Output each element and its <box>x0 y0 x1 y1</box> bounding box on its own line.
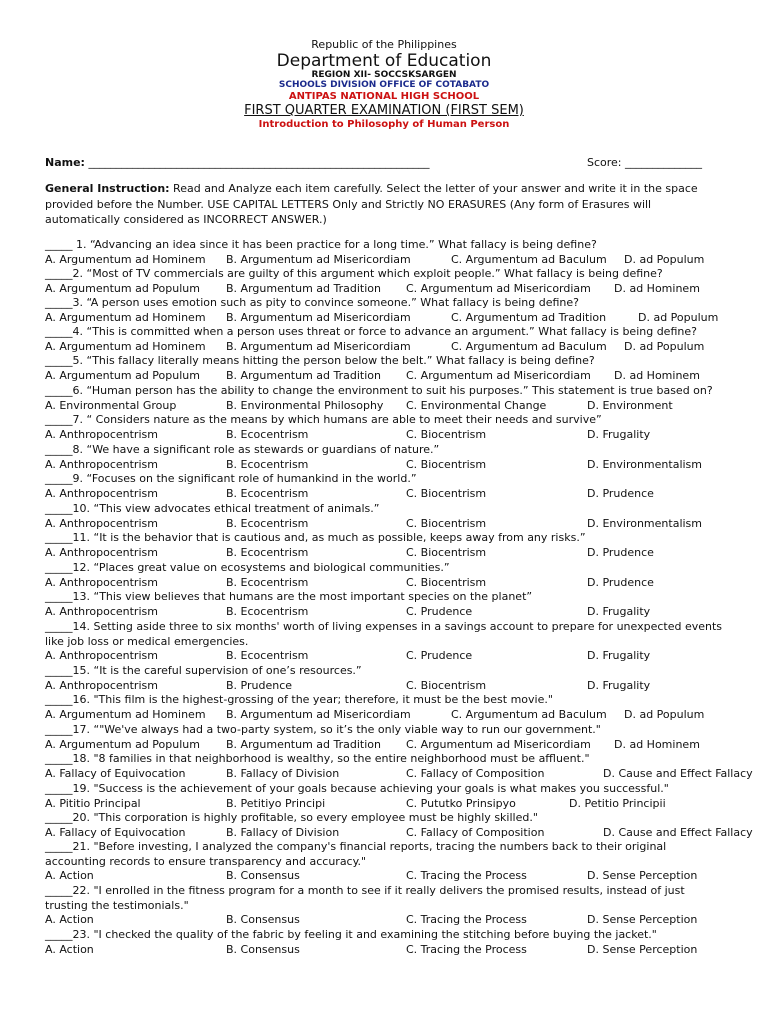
answer-options <box>45 576 760 591</box>
option-a: A. Argumentum ad Populum <box>45 368 200 382</box>
exam-title: FIRST QUARTER EXAMINATION (FIRST SEM) <box>244 103 524 118</box>
question-text: _____2. “Most of TV commercials are guilty of this argument which exploit people.” What fallacy is being define? <box>45 267 663 280</box>
option-a: A. Argumentum ad Hominem <box>45 707 206 721</box>
option-d: D. ad Populum <box>624 707 705 721</box>
option-a: A. Anthropocentrism <box>45 649 158 662</box>
question-text: _____5. “This fallacy literally means hitting the person below the belt.” What fallacy is being define? <box>45 354 595 367</box>
answer-options <box>45 913 760 928</box>
option-c: C. Environmental Change <box>406 398 547 412</box>
question-text: _____11. “It is the behavior that is cautious and, as much as possible, keeps away from any risks.” <box>45 531 586 544</box>
question-text: _____18. "8 families in that neighborhood is wealthy, so the entire neighborhood must be affluent." <box>45 752 590 765</box>
answer-options <box>45 369 760 384</box>
division-line: SCHOOLS DIVISION OFFICE OF COTABATO <box>278 80 490 90</box>
question-text: _____7. “ Considers nature as the means by which humans are able to meet their needs and survive” <box>45 413 602 426</box>
option-c: C. Argumentum ad Baculum <box>451 707 607 721</box>
option-d: D. ad Populum <box>624 252 705 266</box>
question-text: _____6. “Human person has the ability to change the environment to suit his purposes.” This statement is true based on? <box>45 384 713 397</box>
republic-line: Republic of the Philippines <box>311 38 457 51</box>
question-text: _____16. "This film is the highest-grossing of the year; therefore, it must be the best movie." <box>45 693 553 706</box>
option-a: A. Anthropocentrism <box>45 604 158 618</box>
option-c: C. Argumentum ad Baculum <box>451 339 607 353</box>
option-d: D. Cause and Effect Fallacy <box>603 825 753 839</box>
option-c: C. Tracing the Process <box>406 942 527 956</box>
answer-options <box>45 458 760 473</box>
option-b: B. Ecocentrism <box>226 575 309 589</box>
subject-title: Introduction to Philosophy of Human Person <box>258 119 510 130</box>
option-a: A. Anthropocentrism <box>45 457 158 471</box>
option-b: B. Consensus <box>226 913 300 926</box>
answer-options <box>45 708 760 723</box>
question-text: _____20. "This corporation is highly profitable, so every employee must be highly skilled." <box>45 811 538 824</box>
option-a: A. Anthropocentrism <box>45 486 158 500</box>
answer-options <box>45 797 760 812</box>
option-c: C. Argumentum ad Baculum <box>451 252 607 266</box>
option-d: D. Environmentalism <box>587 457 703 471</box>
option-b: B. Consensus <box>226 942 300 956</box>
option-c: C. Biocentrism <box>406 575 487 589</box>
question-text: _____17. “"We've always had a two-party system, so it’s the only viable way to run our government." <box>45 723 601 736</box>
option-b: B. Fallacy of Division <box>226 766 340 780</box>
option-b: B. Fallacy of Division <box>226 825 340 839</box>
option-b: B. Ecocentrism <box>226 427 309 441</box>
department-title: Department of Education <box>276 51 492 71</box>
option-a: A. Argumentum ad Hominem <box>45 339 206 353</box>
answer-options <box>45 340 760 355</box>
option-b: B. Argumentum ad Misericordiam <box>226 707 411 721</box>
instruction-text: Read and Analyze each item carefully. Select the letter of your answer and write it in the space provided before the Number. USE CAPITAL LETTERS Only and Strictly NO ERASURES (Any form of Erasures will automatically considered as INCORRECT ANSWER.) <box>45 182 698 227</box>
option-c: C. Fallacy of Composition <box>406 825 545 839</box>
question-text: _____13. “This view believes that humans are the most important species on the planet” <box>45 590 533 603</box>
option-c: C. Biocentrism <box>406 516 487 530</box>
answer-options <box>45 826 760 841</box>
question-text: _____3. “A person uses emotion such as pity to convince someone.” What fallacy is being define? <box>45 296 579 309</box>
option-a: A. Argumentum ad Populum <box>45 737 200 751</box>
question-text: _____12. “Places great value on ecosystems and biological communities.” <box>45 561 450 574</box>
answer-options <box>45 767 760 782</box>
option-b: B. Ecocentrism <box>226 649 309 662</box>
option-d: D. Frugality <box>587 427 651 441</box>
option-c: C. Argumentum ad Misericordiam <box>406 281 591 295</box>
name-blank: ______________________________________________________________ <box>84 156 430 169</box>
option-c: C. Tracing the Process <box>406 913 527 926</box>
name-field[interactable] <box>45 156 429 171</box>
option-b: B. Argumentum ad Misericordiam <box>226 310 411 324</box>
option-d: D. Prudence <box>587 575 654 589</box>
option-b: B. Argumentum ad Tradition <box>226 368 381 382</box>
answer-options <box>45 399 760 414</box>
option-c: C. Argumentum ad Misericordiam <box>406 368 591 382</box>
question-text: _____14. Setting aside three to six months' worth of living expenses in a savings account to prepare for unexpected events like job loss or medical emergencies. <box>45 620 723 648</box>
option-a: A. Action <box>45 942 94 956</box>
option-a: A. Anthropocentrism <box>45 575 158 589</box>
option-d: D. ad Populum <box>624 339 705 353</box>
option-d: D. ad Hominem <box>614 368 700 382</box>
answer-options <box>45 546 760 561</box>
question-text: _____22. "I enrolled in the fitness program for a month to see if it really delivers the promised results, instead of just trusting the testimonials." <box>45 884 685 912</box>
option-b: B. Petitiyo Principi <box>226 796 326 810</box>
answer-options <box>45 649 760 664</box>
option-c: C. Biocentrism <box>406 678 487 692</box>
option-a: A. Anthropocentrism <box>45 516 158 530</box>
option-d: D. ad Hominem <box>614 281 700 295</box>
answer-options <box>45 738 760 753</box>
school-name: ANTIPAS NATIONAL HIGH SCHOOL <box>288 91 480 102</box>
option-c: C. Tracing the Process <box>406 869 527 882</box>
question-text: _____4. “This is committed when a person uses threat or force to advance an argument.” What fallacy is being define? <box>45 325 697 338</box>
option-c: C. Biocentrism <box>406 545 487 559</box>
option-a: A. Argumentum ad Hominem <box>45 252 206 266</box>
name-label: Name: <box>45 156 85 169</box>
option-b: B. Ecocentrism <box>226 486 309 500</box>
option-c: C. Fallacy of Composition <box>406 766 545 780</box>
option-b: B. Ecocentrism <box>226 516 309 530</box>
option-d: D. Sense Perception <box>587 869 698 882</box>
option-b: B. Argumentum ad Misericordiam <box>226 252 411 266</box>
option-c: C. Pututko Prinsipyo <box>406 796 516 810</box>
question-text: _____ 1. “Advancing an idea since it has been practice for a long time.” What fallacy is being define? <box>45 238 597 251</box>
answer-options <box>45 869 760 884</box>
name-score-row <box>45 156 725 171</box>
option-b: B. Prudence <box>226 678 293 692</box>
option-a: A. Anthropocentrism <box>45 427 158 441</box>
option-c: C. Prudence <box>406 604 473 618</box>
option-d: D. Frugality <box>587 678 651 692</box>
answer-options <box>45 253 760 268</box>
question-text: _____8. “We have a significant role as stewards or guardians of nature.” <box>45 443 440 456</box>
answer-options <box>45 517 760 532</box>
option-a: A. Anthropocentrism <box>45 545 158 559</box>
option-a: A. Environmental Group <box>45 398 177 412</box>
option-b: B. Argumentum ad Tradition <box>226 281 381 295</box>
option-a: A. Anthropocentrism <box>45 678 158 692</box>
answer-options <box>45 679 760 694</box>
answer-options <box>45 487 760 502</box>
option-c: C. Biocentrism <box>406 486 487 500</box>
option-d: D. Petitio Principii <box>569 796 666 810</box>
option-c: C. Biocentrism <box>406 427 487 441</box>
option-d: D. ad Populum <box>638 310 719 324</box>
option-b: B. Environmental Philosophy <box>226 398 384 412</box>
general-instruction <box>45 181 725 228</box>
question-text: _____21. "Before investing, I analyzed the company's financial reports, tracing the numbers back to their original accounting records to ensure transparency and accuracy." <box>45 840 667 868</box>
option-a: A. Action <box>45 869 94 882</box>
option-c: C. Biocentrism <box>406 457 487 471</box>
score-field[interactable]: Score: ______________ <box>587 156 703 169</box>
option-c: C. Argumentum ad Misericordiam <box>406 737 591 751</box>
option-d: D. Environmentalism <box>587 516 703 530</box>
option-b: B. Ecocentrism <box>226 457 309 471</box>
option-d: D. Frugality <box>587 604 651 618</box>
option-d: D. Cause and Effect Fallacy <box>603 766 753 780</box>
option-c: C. Argumentum ad Tradition <box>451 310 607 324</box>
option-b: B. Consensus <box>226 869 300 882</box>
answer-options <box>45 943 760 958</box>
answer-options <box>45 311 760 326</box>
option-b: B. Argumentum ad Misericordiam <box>226 339 411 353</box>
question-text: _____15. “It is the careful supervision of one’s resources.” <box>45 664 362 677</box>
option-d: D. Prudence <box>587 486 654 500</box>
option-b: B. Ecocentrism <box>226 545 309 559</box>
answer-options <box>45 428 760 443</box>
option-a: A. Argumentum ad Populum <box>45 281 200 295</box>
answer-options <box>45 605 760 620</box>
option-a: A. Action <box>45 913 94 926</box>
option-d: D. ad Hominem <box>614 737 700 751</box>
answer-options <box>45 282 760 297</box>
option-d: D. Environment <box>587 398 673 412</box>
option-d: D. Sense Perception <box>587 913 698 926</box>
region-line: REGION XII- SOCCSKSARGEN <box>311 70 457 80</box>
option-a: A. Pititio Principal <box>45 796 141 810</box>
question-text: _____19. "Success is the achievement of your goals because achieving your goals is what makes you successful." <box>45 782 669 795</box>
question-text: _____23. "I checked the quality of the fabric by feeling it and examining the stitching before buying the jacket." <box>45 928 657 941</box>
option-b: B. Ecocentrism <box>226 604 309 618</box>
instruction-label: General Instruction: <box>45 182 170 195</box>
option-d: D. Frugality <box>587 649 651 662</box>
option-c: C. Prudence <box>406 649 473 662</box>
option-d: D. Prudence <box>587 545 654 559</box>
option-d: D. Sense Perception <box>587 942 698 956</box>
question-text: _____9. “Focuses on the significant role of humankind in the world.” <box>45 472 417 485</box>
question-text: _____10. “This view advocates ethical treatment of animals.” <box>45 502 380 515</box>
option-a: A. Fallacy of Equivocation <box>45 825 186 839</box>
option-a: A. Argumentum ad Hominem <box>45 310 206 324</box>
option-b: B. Argumentum ad Tradition <box>226 737 381 751</box>
option-a: A. Fallacy of Equivocation <box>45 766 186 780</box>
